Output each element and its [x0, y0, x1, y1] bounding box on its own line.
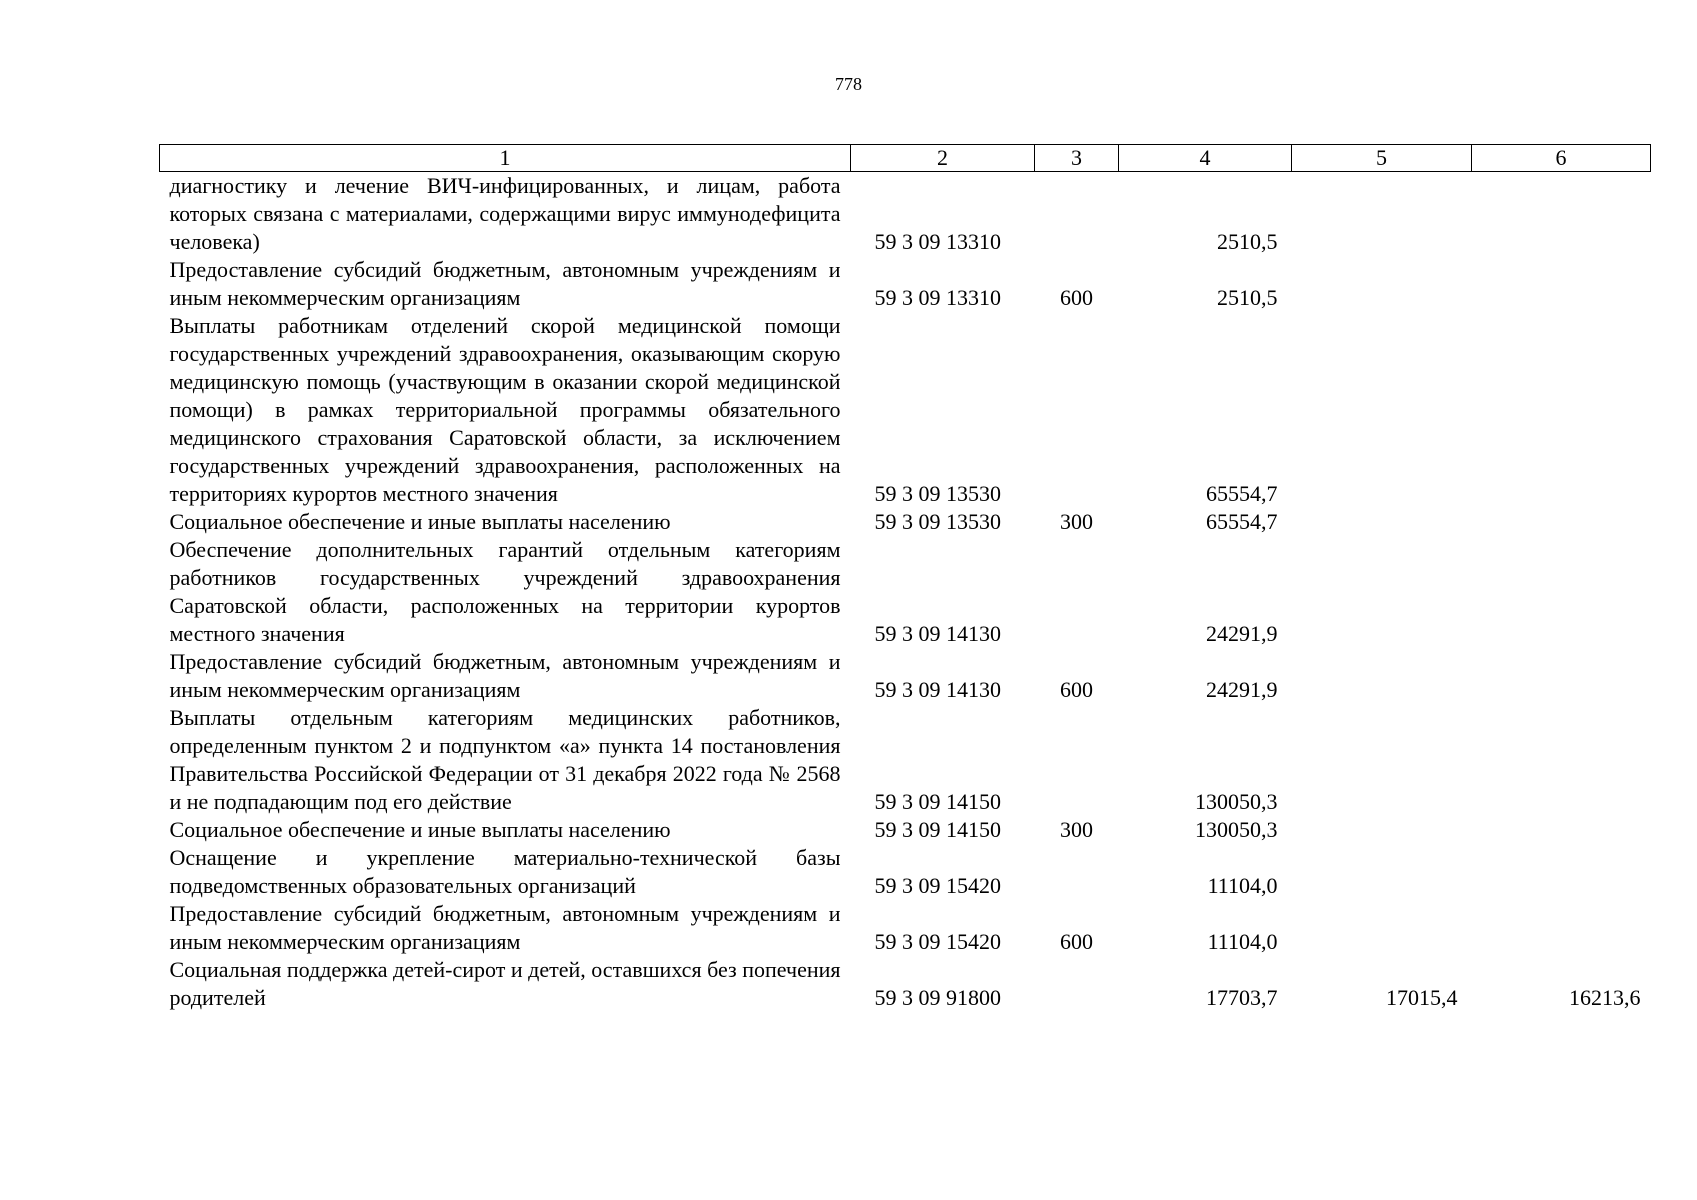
row-value-6: [1472, 508, 1651, 536]
row-description: Социальная поддержка детей-сирот и детей, оставшихся без попечения родителей: [169, 957, 841, 1010]
row-description: Социальное обеспечение и иные выплаты населению: [169, 509, 671, 534]
page-number: 778: [835, 74, 862, 94]
row-value-5: [1292, 536, 1472, 648]
row-value-5: [1292, 256, 1472, 312]
table-header-row: [160, 145, 1651, 172]
table-row: [160, 844, 1651, 900]
header-col-4: 4: [1119, 145, 1292, 172]
table-row: [160, 648, 1651, 704]
table-row: [160, 704, 1651, 816]
table-row: [160, 900, 1651, 956]
row-type: [1035, 956, 1119, 1012]
row-value-6: [1472, 816, 1651, 844]
row-value-4: 65554,7: [1206, 481, 1278, 506]
row-type: [1035, 844, 1119, 900]
header-col-1: 1: [160, 145, 851, 172]
row-value-5: [1292, 172, 1472, 257]
header-col-6: 6: [1472, 145, 1651, 172]
row-code: 59 3 09 13310: [874, 285, 1001, 310]
row-value-6: 16213,6: [1569, 985, 1641, 1010]
row-description: Обеспечение дополнительных гарантий отдельным категориям работников государственных учреждений здравоохранения Саратовской области, расположенных на территории курортов местного значения: [169, 537, 841, 646]
row-code: 59 3 09 14130: [874, 621, 1001, 646]
row-value-4: 130050,3: [1195, 817, 1278, 842]
row-value-5: [1292, 816, 1472, 844]
row-description: диагностику и лечение ВИЧ-инфицированных, и лицам, работа которых связана с материалами, содержащими вирус иммунодефицита человека): [169, 173, 841, 254]
row-value-5: 17015,4: [1386, 985, 1458, 1010]
row-value-6: [1472, 256, 1651, 312]
row-code: 59 3 09 13530: [874, 509, 1001, 534]
row-value-5: [1292, 704, 1472, 816]
row-type: [1035, 172, 1119, 257]
row-value-4: 130050,3: [1195, 789, 1278, 814]
row-value-5: [1292, 844, 1472, 900]
row-value-5: [1292, 312, 1472, 508]
row-value-6: [1472, 172, 1651, 257]
row-type: 300: [1060, 817, 1093, 842]
row-description: Выплаты отдельным категориям медицинских работников, определенным пунктом 2 и подпунктом «а» пункта 14 постановления Правительства Российской Федерации от 31 декабря 2022 года № 2568 и не подпадающим под его действие: [169, 705, 841, 814]
table-row: [160, 536, 1651, 648]
row-value-4: 17703,7: [1206, 985, 1278, 1010]
row-value-4: 24291,9: [1206, 621, 1278, 646]
row-code: 59 3 09 14130: [874, 677, 1001, 702]
row-value-6: [1472, 844, 1651, 900]
row-value-4: 65554,7: [1206, 509, 1278, 534]
row-type: 600: [1060, 929, 1093, 954]
budget-table: [159, 144, 1651, 1012]
row-code: 59 3 09 15420: [874, 873, 1001, 898]
table-row: [160, 172, 1651, 257]
row-value-5: [1292, 508, 1472, 536]
row-type: [1035, 312, 1119, 508]
row-value-6: [1472, 536, 1651, 648]
row-type: [1035, 536, 1119, 648]
row-value-5: [1292, 900, 1472, 956]
row-description: Предоставление субсидий бюджетным, автономным учреждениям и иным некоммерческим организациям: [169, 649, 841, 702]
table-row: [160, 312, 1651, 508]
row-value-6: [1472, 900, 1651, 956]
row-value-6: [1472, 648, 1651, 704]
row-value-5: [1292, 648, 1472, 704]
row-value-4: 2510,5: [1217, 229, 1278, 254]
row-value-4: 2510,5: [1217, 285, 1278, 310]
header-col-5: 5: [1292, 145, 1472, 172]
row-code: 59 3 09 13310: [874, 229, 1001, 254]
row-code: 59 3 09 91800: [874, 985, 1001, 1010]
row-type: 300: [1060, 509, 1093, 534]
table-row: [160, 956, 1651, 1012]
row-value-4: 24291,9: [1206, 677, 1278, 702]
row-type: 600: [1060, 285, 1093, 310]
row-description: Социальное обеспечение и иные выплаты населению: [169, 817, 671, 842]
table-row: [160, 256, 1651, 312]
row-value-4: 11104,0: [1207, 873, 1278, 898]
table-row: [160, 508, 1651, 536]
row-code: 59 3 09 14150: [874, 817, 1001, 842]
row-description: Предоставление субсидий бюджетным, автономным учреждениям и иным некоммерческим организациям: [169, 901, 841, 954]
row-code: 59 3 09 14150: [874, 789, 1001, 814]
row-description: Предоставление субсидий бюджетным, автономным учреждениям и иным некоммерческим организациям: [169, 257, 841, 310]
row-code: 59 3 09 13530: [874, 481, 1001, 506]
row-description: Оснащение и укрепление материально-технической базы подведомственных образовательных организаций: [169, 845, 841, 898]
row-type: 600: [1060, 677, 1093, 702]
row-value-6: [1472, 312, 1651, 508]
table-row: [160, 816, 1651, 844]
header-col-2: 2: [851, 145, 1035, 172]
budget-table-container: [159, 144, 1650, 1012]
header-col-3: 3: [1035, 145, 1119, 172]
row-value-6: [1472, 704, 1651, 816]
row-description: Выплаты работникам отделений скорой медицинской помощи государственных учреждений здравоохранения, оказывающим скорую медицинскую помощь (участвующим в оказании скорой медицинской помощи) в рамках территориальной программы обязательного медицинского страхования Саратовской области, за исключением государственных учреждений здравоохранения, расположенных на территориях курортов местного значения: [169, 313, 841, 506]
row-type: [1035, 704, 1119, 816]
row-code: 59 3 09 15420: [874, 929, 1001, 954]
row-value-4: 11104,0: [1207, 929, 1278, 954]
